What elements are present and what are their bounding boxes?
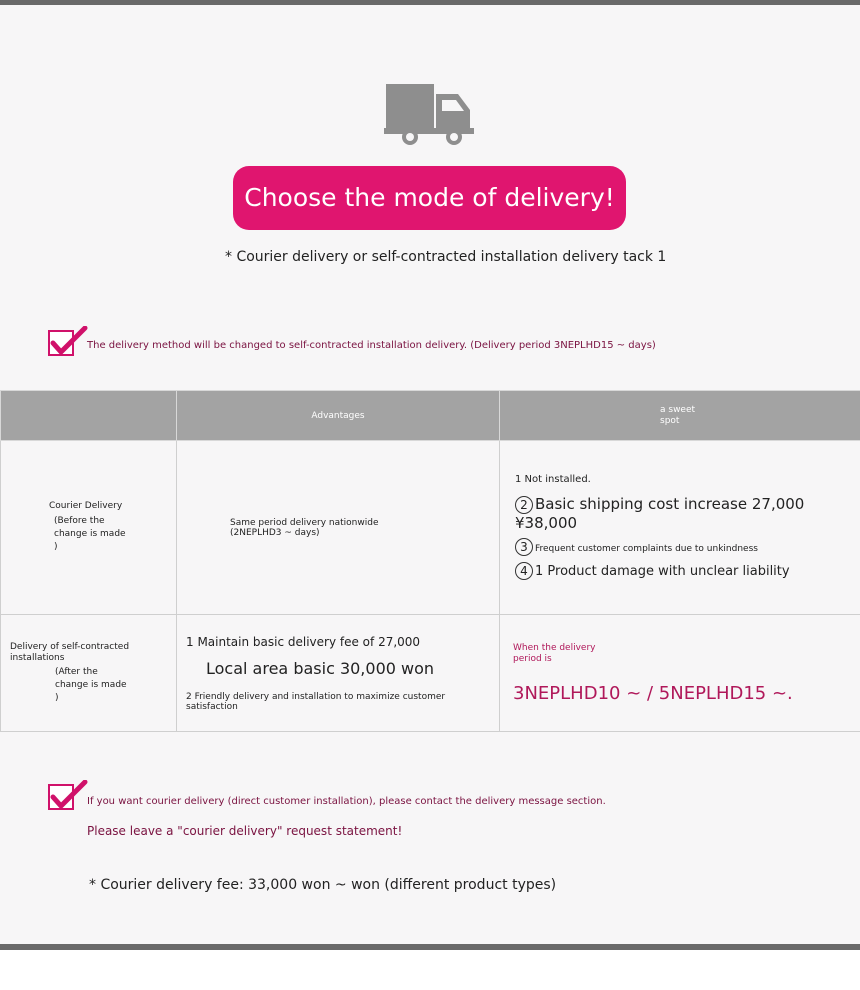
courier-issues [500,441,860,615]
delivery-comparison-table [0,390,860,732]
delivery-subtitle: * Courier delivery or self-contracted installation delivery tack 1 [225,249,667,265]
courier-advantage: Same period delivery nationwide (2NEPLHD3 ~ days) [177,441,500,615]
courier-request-notice: Please leave a "courier delivery" request statement! [87,824,403,838]
page-title: Choose the mode of delivery! [233,166,626,230]
checkmark-icon [48,326,88,358]
table-header-empty [1,391,177,441]
delivery-change-notice: The delivery method will be changed to self-contracted installation delivery. (Delivery period 3NEPLHD15 ~ days) [87,340,656,351]
row-label-self-contracted: Delivery of self-contracted installations (After the change is made ) [1,615,177,732]
table-header-row [1,391,860,441]
page-footer-space [0,950,860,990]
table-row [1,441,860,615]
list-item: 1 Not installed. [515,473,591,485]
truck-icon [384,82,476,148]
row-label-courier: Courier Delivery (Before the change is made ) [1,441,177,615]
top-divider [0,0,860,5]
table-header-advantages: Advantages [177,391,500,441]
delivery-period: When the delivery period is 3NEPLHD10 ~ / 5NEPLHD15 ~. [500,615,860,732]
courier-fee-note: * Courier delivery fee: 33,000 won ~ won (different product types) [89,877,557,893]
list-item: 2 Basic shipping cost increase 27,000 ¥38,000 [515,494,805,532]
self-contracted-advantages: 1 Maintain basic delivery fee of 27,000 Local area basic 30,000 won 2 Friendly delivery and installation to maximize customer satisfaction [177,615,500,732]
list-item: 3 Frequent customer complaints due to unkindness [515,538,859,556]
table-row [1,615,860,732]
table-header-sweet-spot: a sweet spot [500,391,860,441]
courier-contact-notice: If you want courier delivery (direct customer installation), please contact the delivery message section. [87,796,606,807]
list-item: 4 1 Product damage with unclear liability [515,562,859,580]
checkmark-icon [48,780,88,812]
